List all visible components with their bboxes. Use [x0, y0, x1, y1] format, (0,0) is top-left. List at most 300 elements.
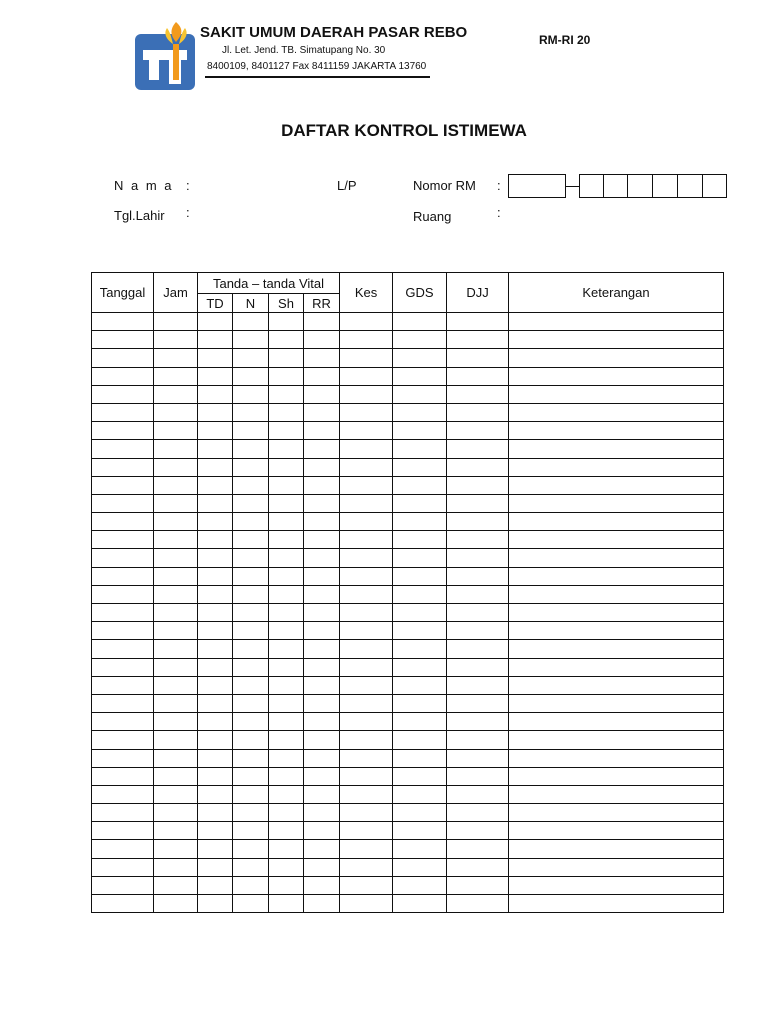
table-cell[interactable]: [92, 458, 154, 476]
table-cell[interactable]: [393, 313, 447, 331]
table-cell[interactable]: [233, 676, 269, 694]
table-cell[interactable]: [304, 658, 340, 676]
table-cell[interactable]: [304, 731, 340, 749]
table-cell[interactable]: [154, 622, 198, 640]
table-cell[interactable]: [198, 476, 233, 494]
table-cell[interactable]: [269, 403, 304, 421]
table-cell[interactable]: [198, 440, 233, 458]
table-cell[interactable]: [447, 731, 509, 749]
table-cell[interactable]: [447, 876, 509, 894]
table-cell[interactable]: [269, 640, 304, 658]
table-cell[interactable]: [304, 440, 340, 458]
table-cell[interactable]: [447, 513, 509, 531]
table-cell[interactable]: [198, 494, 233, 512]
table-cell[interactable]: [233, 767, 269, 785]
table-cell[interactable]: [393, 531, 447, 549]
table-cell[interactable]: [233, 840, 269, 858]
table-cell[interactable]: [447, 640, 509, 658]
table-cell[interactable]: [154, 840, 198, 858]
table-cell[interactable]: [447, 349, 509, 367]
table-cell[interactable]: [393, 676, 447, 694]
table-cell[interactable]: [154, 876, 198, 894]
table-cell[interactable]: [340, 895, 393, 913]
table-cell[interactable]: [393, 494, 447, 512]
rm-digit-box[interactable]: [579, 174, 604, 198]
table-cell[interactable]: [154, 749, 198, 767]
table-cell[interactable]: [269, 731, 304, 749]
table-cell[interactable]: [509, 385, 724, 403]
table-cell[interactable]: [509, 749, 724, 767]
table-cell[interactable]: [304, 476, 340, 494]
table-cell[interactable]: [393, 694, 447, 712]
table-cell[interactable]: [509, 440, 724, 458]
table-cell[interactable]: [340, 349, 393, 367]
table-cell[interactable]: [198, 749, 233, 767]
table-cell[interactable]: [340, 676, 393, 694]
rm-number-box[interactable]: [508, 174, 566, 198]
table-cell[interactable]: [269, 476, 304, 494]
table-cell[interactable]: [304, 895, 340, 913]
table-cell[interactable]: [154, 804, 198, 822]
table-cell[interactable]: [154, 422, 198, 440]
table-cell[interactable]: [154, 531, 198, 549]
table-cell[interactable]: [447, 549, 509, 567]
table-cell[interactable]: [92, 585, 154, 603]
table-cell[interactable]: [447, 858, 509, 876]
table-cell[interactable]: [304, 331, 340, 349]
table-cell[interactable]: [233, 367, 269, 385]
table-cell[interactable]: [509, 349, 724, 367]
table-cell[interactable]: [233, 385, 269, 403]
table-cell[interactable]: [233, 349, 269, 367]
table-cell[interactable]: [269, 749, 304, 767]
table-cell[interactable]: [198, 822, 233, 840]
table-cell[interactable]: [509, 367, 724, 385]
table-cell[interactable]: [154, 585, 198, 603]
table-cell[interactable]: [92, 658, 154, 676]
table-cell[interactable]: [340, 531, 393, 549]
table-cell[interactable]: [92, 822, 154, 840]
table-cell[interactable]: [269, 567, 304, 585]
table-cell[interactable]: [393, 549, 447, 567]
table-cell[interactable]: [340, 440, 393, 458]
table-cell[interactable]: [340, 585, 393, 603]
table-cell[interactable]: [233, 822, 269, 840]
table-cell[interactable]: [92, 767, 154, 785]
table-cell[interactable]: [154, 604, 198, 622]
table-cell[interactable]: [198, 585, 233, 603]
table-cell[interactable]: [304, 840, 340, 858]
table-cell[interactable]: [509, 731, 724, 749]
table-cell[interactable]: [92, 840, 154, 858]
table-cell[interactable]: [92, 331, 154, 349]
table-cell[interactable]: [198, 713, 233, 731]
table-cell[interactable]: [154, 349, 198, 367]
table-cell[interactable]: [198, 422, 233, 440]
table-cell[interactable]: [340, 367, 393, 385]
table-cell[interactable]: [154, 731, 198, 749]
table-cell[interactable]: [447, 476, 509, 494]
table-cell[interactable]: [269, 876, 304, 894]
table-cell[interactable]: [269, 349, 304, 367]
table-cell[interactable]: [340, 858, 393, 876]
table-cell[interactable]: [92, 858, 154, 876]
table-cell[interactable]: [509, 767, 724, 785]
rm-digit-box[interactable]: [603, 174, 628, 198]
table-cell[interactable]: [92, 476, 154, 494]
table-cell[interactable]: [509, 785, 724, 803]
table-cell[interactable]: [92, 513, 154, 531]
table-cell[interactable]: [198, 313, 233, 331]
table-cell[interactable]: [393, 513, 447, 531]
table-cell[interactable]: [304, 458, 340, 476]
table-cell[interactable]: [340, 767, 393, 785]
table-cell[interactable]: [509, 549, 724, 567]
table-cell[interactable]: [447, 658, 509, 676]
table-cell[interactable]: [269, 622, 304, 640]
table-cell[interactable]: [154, 513, 198, 531]
table-cell[interactable]: [304, 767, 340, 785]
table-cell[interactable]: [340, 822, 393, 840]
table-cell[interactable]: [509, 476, 724, 494]
table-cell[interactable]: [233, 658, 269, 676]
table-cell[interactable]: [233, 567, 269, 585]
table-cell[interactable]: [447, 367, 509, 385]
table-cell[interactable]: [393, 349, 447, 367]
table-cell[interactable]: [304, 713, 340, 731]
table-cell[interactable]: [233, 858, 269, 876]
table-cell[interactable]: [509, 640, 724, 658]
table-cell[interactable]: [154, 676, 198, 694]
table-cell[interactable]: [233, 694, 269, 712]
table-cell[interactable]: [233, 713, 269, 731]
table-cell[interactable]: [154, 567, 198, 585]
table-cell[interactable]: [340, 458, 393, 476]
table-cell[interactable]: [340, 403, 393, 421]
table-cell[interactable]: [269, 604, 304, 622]
table-cell[interactable]: [393, 731, 447, 749]
table-cell[interactable]: [92, 494, 154, 512]
table-cell[interactable]: [269, 785, 304, 803]
table-cell[interactable]: [198, 876, 233, 894]
table-cell[interactable]: [509, 331, 724, 349]
table-cell[interactable]: [233, 604, 269, 622]
table-cell[interactable]: [269, 494, 304, 512]
table-cell[interactable]: [233, 785, 269, 803]
table-cell[interactable]: [340, 494, 393, 512]
table-cell[interactable]: [92, 640, 154, 658]
table-cell[interactable]: [447, 694, 509, 712]
table-cell[interactable]: [92, 749, 154, 767]
table-cell[interactable]: [340, 622, 393, 640]
table-cell[interactable]: [154, 895, 198, 913]
table-cell[interactable]: [92, 604, 154, 622]
table-cell[interactable]: [304, 549, 340, 567]
table-cell[interactable]: [340, 549, 393, 567]
table-cell[interactable]: [269, 822, 304, 840]
table-cell[interactable]: [340, 385, 393, 403]
table-cell[interactable]: [92, 713, 154, 731]
table-cell[interactable]: [154, 494, 198, 512]
table-cell[interactable]: [340, 313, 393, 331]
table-cell[interactable]: [393, 458, 447, 476]
table-cell[interactable]: [198, 804, 233, 822]
table-cell[interactable]: [269, 585, 304, 603]
table-cell[interactable]: [198, 840, 233, 858]
table-cell[interactable]: [447, 585, 509, 603]
table-cell[interactable]: [447, 331, 509, 349]
table-cell[interactable]: [154, 403, 198, 421]
table-cell[interactable]: [393, 567, 447, 585]
table-cell[interactable]: [447, 567, 509, 585]
table-cell[interactable]: [509, 804, 724, 822]
table-cell[interactable]: [154, 694, 198, 712]
table-cell[interactable]: [154, 767, 198, 785]
table-cell[interactable]: [233, 622, 269, 640]
table-cell[interactable]: [447, 422, 509, 440]
table-cell[interactable]: [340, 731, 393, 749]
table-cell[interactable]: [92, 549, 154, 567]
table-cell[interactable]: [269, 676, 304, 694]
table-cell[interactable]: [393, 767, 447, 785]
table-cell[interactable]: [198, 658, 233, 676]
rm-digit-box[interactable]: [652, 174, 678, 198]
table-cell[interactable]: [447, 531, 509, 549]
table-cell[interactable]: [393, 422, 447, 440]
table-cell[interactable]: [154, 640, 198, 658]
table-cell[interactable]: [154, 476, 198, 494]
table-cell[interactable]: [393, 876, 447, 894]
table-cell[interactable]: [509, 403, 724, 421]
table-cell[interactable]: [304, 349, 340, 367]
table-cell[interactable]: [393, 440, 447, 458]
table-cell[interactable]: [92, 731, 154, 749]
table-cell[interactable]: [340, 604, 393, 622]
table-cell[interactable]: [92, 440, 154, 458]
table-cell[interactable]: [233, 313, 269, 331]
table-cell[interactable]: [269, 367, 304, 385]
table-cell[interactable]: [198, 458, 233, 476]
table-cell[interactable]: [154, 713, 198, 731]
table-cell[interactable]: [393, 658, 447, 676]
table-cell[interactable]: [304, 367, 340, 385]
table-cell[interactable]: [304, 585, 340, 603]
table-cell[interactable]: [92, 567, 154, 585]
table-cell[interactable]: [509, 822, 724, 840]
table-cell[interactable]: [198, 895, 233, 913]
table-cell[interactable]: [304, 804, 340, 822]
table-cell[interactable]: [447, 785, 509, 803]
table-cell[interactable]: [304, 604, 340, 622]
table-cell[interactable]: [340, 640, 393, 658]
table-cell[interactable]: [198, 767, 233, 785]
table-cell[interactable]: [269, 694, 304, 712]
table-cell[interactable]: [509, 622, 724, 640]
table-cell[interactable]: [304, 694, 340, 712]
table-cell[interactable]: [198, 331, 233, 349]
table-cell[interactable]: [198, 858, 233, 876]
table-cell[interactable]: [304, 513, 340, 531]
table-cell[interactable]: [154, 822, 198, 840]
table-cell[interactable]: [340, 422, 393, 440]
table-cell[interactable]: [233, 549, 269, 567]
table-cell[interactable]: [447, 403, 509, 421]
table-cell[interactable]: [304, 531, 340, 549]
table-cell[interactable]: [92, 676, 154, 694]
table-cell[interactable]: [393, 895, 447, 913]
table-cell[interactable]: [198, 785, 233, 803]
table-cell[interactable]: [198, 622, 233, 640]
table-cell[interactable]: [304, 313, 340, 331]
table-cell[interactable]: [509, 840, 724, 858]
table-cell[interactable]: [269, 858, 304, 876]
table-cell[interactable]: [233, 640, 269, 658]
table-cell[interactable]: [92, 385, 154, 403]
table-cell[interactable]: [340, 749, 393, 767]
table-cell[interactable]: [198, 367, 233, 385]
table-cell[interactable]: [198, 549, 233, 567]
table-cell[interactable]: [509, 895, 724, 913]
table-cell[interactable]: [393, 622, 447, 640]
table-cell[interactable]: [233, 531, 269, 549]
table-cell[interactable]: [304, 567, 340, 585]
table-cell[interactable]: [154, 858, 198, 876]
table-cell[interactable]: [233, 440, 269, 458]
table-cell[interactable]: [233, 749, 269, 767]
table-cell[interactable]: [233, 458, 269, 476]
table-cell[interactable]: [509, 604, 724, 622]
table-cell[interactable]: [92, 367, 154, 385]
table-cell[interactable]: [92, 895, 154, 913]
table-cell[interactable]: [304, 403, 340, 421]
table-cell[interactable]: [509, 713, 724, 731]
table-cell[interactable]: [92, 349, 154, 367]
table-cell[interactable]: [393, 604, 447, 622]
table-cell[interactable]: [198, 640, 233, 658]
table-cell[interactable]: [447, 385, 509, 403]
table-cell[interactable]: [198, 403, 233, 421]
table-cell[interactable]: [509, 458, 724, 476]
table-cell[interactable]: [92, 403, 154, 421]
table-cell[interactable]: [393, 367, 447, 385]
table-cell[interactable]: [154, 385, 198, 403]
table-cell[interactable]: [154, 440, 198, 458]
table-cell[interactable]: [447, 713, 509, 731]
table-cell[interactable]: [509, 694, 724, 712]
table-cell[interactable]: [509, 676, 724, 694]
table-cell[interactable]: [393, 785, 447, 803]
table-cell[interactable]: [198, 513, 233, 531]
table-cell[interactable]: [154, 458, 198, 476]
table-cell[interactable]: [269, 440, 304, 458]
table-cell[interactable]: [233, 422, 269, 440]
table-cell[interactable]: [154, 785, 198, 803]
table-cell[interactable]: [304, 640, 340, 658]
table-cell[interactable]: [340, 513, 393, 531]
table-cell[interactable]: [447, 604, 509, 622]
table-cell[interactable]: [393, 749, 447, 767]
table-cell[interactable]: [269, 895, 304, 913]
table-cell[interactable]: [304, 385, 340, 403]
table-cell[interactable]: [447, 494, 509, 512]
table-cell[interactable]: [340, 876, 393, 894]
table-cell[interactable]: [447, 749, 509, 767]
table-cell[interactable]: [92, 622, 154, 640]
table-cell[interactable]: [304, 876, 340, 894]
table-cell[interactable]: [92, 531, 154, 549]
table-cell[interactable]: [269, 313, 304, 331]
table-cell[interactable]: [269, 713, 304, 731]
table-cell[interactable]: [340, 785, 393, 803]
table-cell[interactable]: [304, 858, 340, 876]
table-cell[interactable]: [447, 676, 509, 694]
table-cell[interactable]: [304, 622, 340, 640]
table-cell[interactable]: [393, 476, 447, 494]
table-cell[interactable]: [340, 804, 393, 822]
table-cell[interactable]: [393, 403, 447, 421]
table-cell[interactable]: [269, 658, 304, 676]
table-cell[interactable]: [198, 531, 233, 549]
table-cell[interactable]: [92, 313, 154, 331]
table-cell[interactable]: [340, 658, 393, 676]
table-cell[interactable]: [393, 640, 447, 658]
table-cell[interactable]: [304, 494, 340, 512]
table-cell[interactable]: [269, 531, 304, 549]
table-cell[interactable]: [92, 694, 154, 712]
table-cell[interactable]: [340, 476, 393, 494]
table-cell[interactable]: [509, 567, 724, 585]
table-cell[interactable]: [509, 513, 724, 531]
table-cell[interactable]: [304, 422, 340, 440]
table-cell[interactable]: [509, 531, 724, 549]
table-cell[interactable]: [269, 385, 304, 403]
table-cell[interactable]: [447, 458, 509, 476]
table-cell[interactable]: [269, 422, 304, 440]
table-cell[interactable]: [92, 804, 154, 822]
table-cell[interactable]: [393, 385, 447, 403]
table-cell[interactable]: [233, 476, 269, 494]
table-cell[interactable]: [393, 585, 447, 603]
table-cell[interactable]: [447, 622, 509, 640]
table-cell[interactable]: [233, 895, 269, 913]
table-cell[interactable]: [447, 804, 509, 822]
table-cell[interactable]: [509, 494, 724, 512]
table-cell[interactable]: [393, 331, 447, 349]
table-cell[interactable]: [393, 822, 447, 840]
table-cell[interactable]: [233, 494, 269, 512]
table-cell[interactable]: [447, 440, 509, 458]
table-cell[interactable]: [198, 676, 233, 694]
table-cell[interactable]: [198, 731, 233, 749]
table-cell[interactable]: [447, 767, 509, 785]
table-cell[interactable]: [269, 840, 304, 858]
table-cell[interactable]: [509, 658, 724, 676]
table-cell[interactable]: [447, 822, 509, 840]
table-cell[interactable]: [233, 876, 269, 894]
table-cell[interactable]: [340, 331, 393, 349]
table-cell[interactable]: [233, 331, 269, 349]
table-cell[interactable]: [269, 331, 304, 349]
table-cell[interactable]: [154, 658, 198, 676]
table-cell[interactable]: [269, 513, 304, 531]
table-cell[interactable]: [154, 549, 198, 567]
table-cell[interactable]: [509, 585, 724, 603]
table-cell[interactable]: [198, 349, 233, 367]
table-cell[interactable]: [198, 694, 233, 712]
rm-digit-box[interactable]: [627, 174, 653, 198]
table-cell[interactable]: [304, 785, 340, 803]
table-cell[interactable]: [509, 313, 724, 331]
